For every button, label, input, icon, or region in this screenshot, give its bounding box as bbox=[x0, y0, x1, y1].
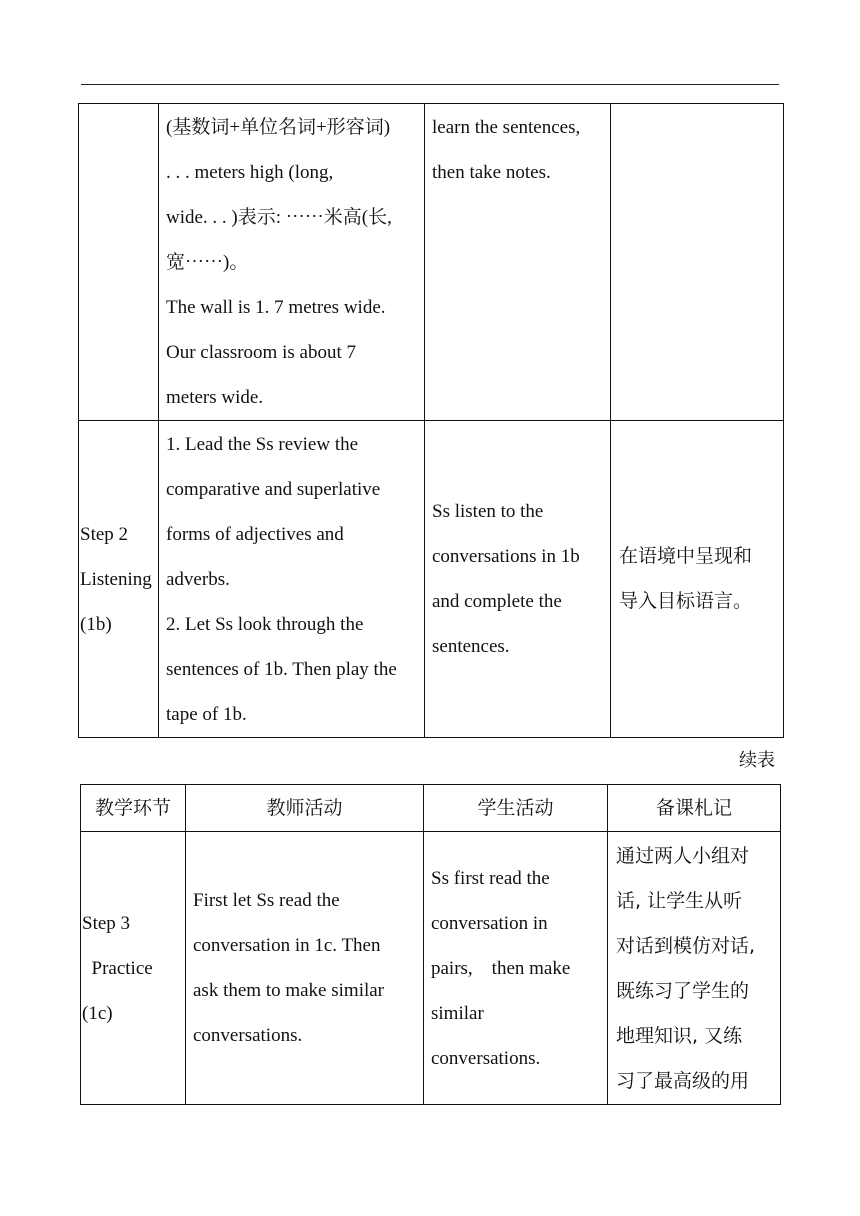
column-header-notes: 备课札记 bbox=[608, 785, 781, 832]
text-line: (基数词+单位名词+形容词) bbox=[166, 117, 391, 138]
text-line: similar bbox=[431, 1002, 484, 1024]
text-line: Listening bbox=[80, 568, 152, 590]
table-header-row bbox=[81, 785, 781, 832]
text-line: adverbs. bbox=[166, 569, 230, 590]
text-line: and complete the bbox=[432, 591, 562, 612]
text-line: Step 3 bbox=[82, 912, 131, 934]
text-line: pairs, then make bbox=[431, 957, 571, 979]
text-line: 话, 让学生从听 bbox=[616, 890, 743, 912]
notes-cell bbox=[611, 421, 784, 738]
text-line: (1c) bbox=[82, 1002, 113, 1024]
continued-table-label: 续表 bbox=[739, 750, 775, 771]
student-activity-cell bbox=[425, 421, 611, 738]
table-row bbox=[79, 104, 784, 421]
table-row bbox=[79, 421, 784, 738]
text-line: conversations. bbox=[431, 1047, 541, 1069]
text-line: Practice bbox=[82, 957, 153, 979]
column-header-teacher-activity: 教师活动 bbox=[186, 785, 424, 832]
text-line: Ss listen to the bbox=[432, 501, 544, 522]
text-line: First let Ss read the bbox=[193, 890, 340, 911]
text-line: learn the sentences, bbox=[432, 117, 581, 138]
text-line: wide. . . )表示: ⋯⋯米高(长, bbox=[166, 207, 392, 228]
column-header-student-activity: 学生活动 bbox=[424, 785, 608, 832]
text-line: then take notes. bbox=[432, 162, 551, 183]
stage-cell bbox=[79, 421, 159, 738]
text-line: forms of adjectives and bbox=[166, 524, 344, 545]
text-line: 在语境中呈现和 bbox=[619, 545, 753, 567]
text-line: The wall is 1. 7 metres wide. bbox=[166, 297, 386, 318]
lesson-table-part1 bbox=[78, 103, 784, 738]
text-line: 通过两人小组对 bbox=[616, 845, 750, 867]
text-line: 既练习了学生的 bbox=[616, 980, 750, 1002]
student-activity-cell bbox=[424, 832, 608, 1105]
text-line: sentences. bbox=[432, 636, 510, 657]
text-line: 对话到模仿对话, bbox=[616, 935, 756, 957]
notes-cell bbox=[611, 104, 784, 421]
text-line: Ss first read the bbox=[431, 867, 550, 889]
text-line: conversations. bbox=[193, 1025, 303, 1046]
text-line: conversations in 1b bbox=[432, 546, 580, 567]
teacher-activity-cell bbox=[159, 104, 425, 421]
text-line: Step 2 bbox=[80, 523, 129, 545]
stage-cell bbox=[81, 832, 186, 1105]
teacher-activity-cell bbox=[186, 832, 424, 1105]
text-line: 地理知识, 又练 bbox=[616, 1025, 743, 1047]
stage-cell bbox=[79, 104, 159, 421]
text-line: ask them to make similar bbox=[193, 980, 385, 1001]
teacher-activity-cell bbox=[159, 421, 425, 738]
lesson-table-part2 bbox=[80, 784, 781, 1105]
text-line: conversation in bbox=[431, 912, 548, 934]
text-line: Our classroom is about 7 bbox=[166, 342, 356, 363]
student-activity-cell bbox=[425, 104, 611, 421]
text-line: 宽⋯⋯)。 bbox=[166, 252, 249, 273]
text-line: sentences of 1b. Then play the bbox=[166, 659, 397, 680]
notes-cell bbox=[608, 832, 781, 1105]
text-line: meters wide. bbox=[166, 387, 264, 408]
text-line: . . . meters high (long, bbox=[166, 162, 334, 183]
text-line: 习了最高级的用 bbox=[616, 1070, 750, 1092]
text-line: tape of 1b. bbox=[166, 704, 247, 725]
text-line: conversation in 1c. Then bbox=[193, 935, 381, 956]
text-line: 1. Lead the Ss review the bbox=[166, 434, 359, 455]
text-line: 2. Let Ss look through the bbox=[166, 614, 364, 635]
header-rule bbox=[81, 84, 779, 85]
table-row bbox=[81, 832, 781, 1105]
column-header-stage: 教学环节 bbox=[81, 785, 186, 832]
text-line: 导入目标语言。 bbox=[619, 590, 753, 612]
text-line: (1b) bbox=[80, 613, 112, 635]
text-line: comparative and superlative bbox=[166, 479, 381, 500]
